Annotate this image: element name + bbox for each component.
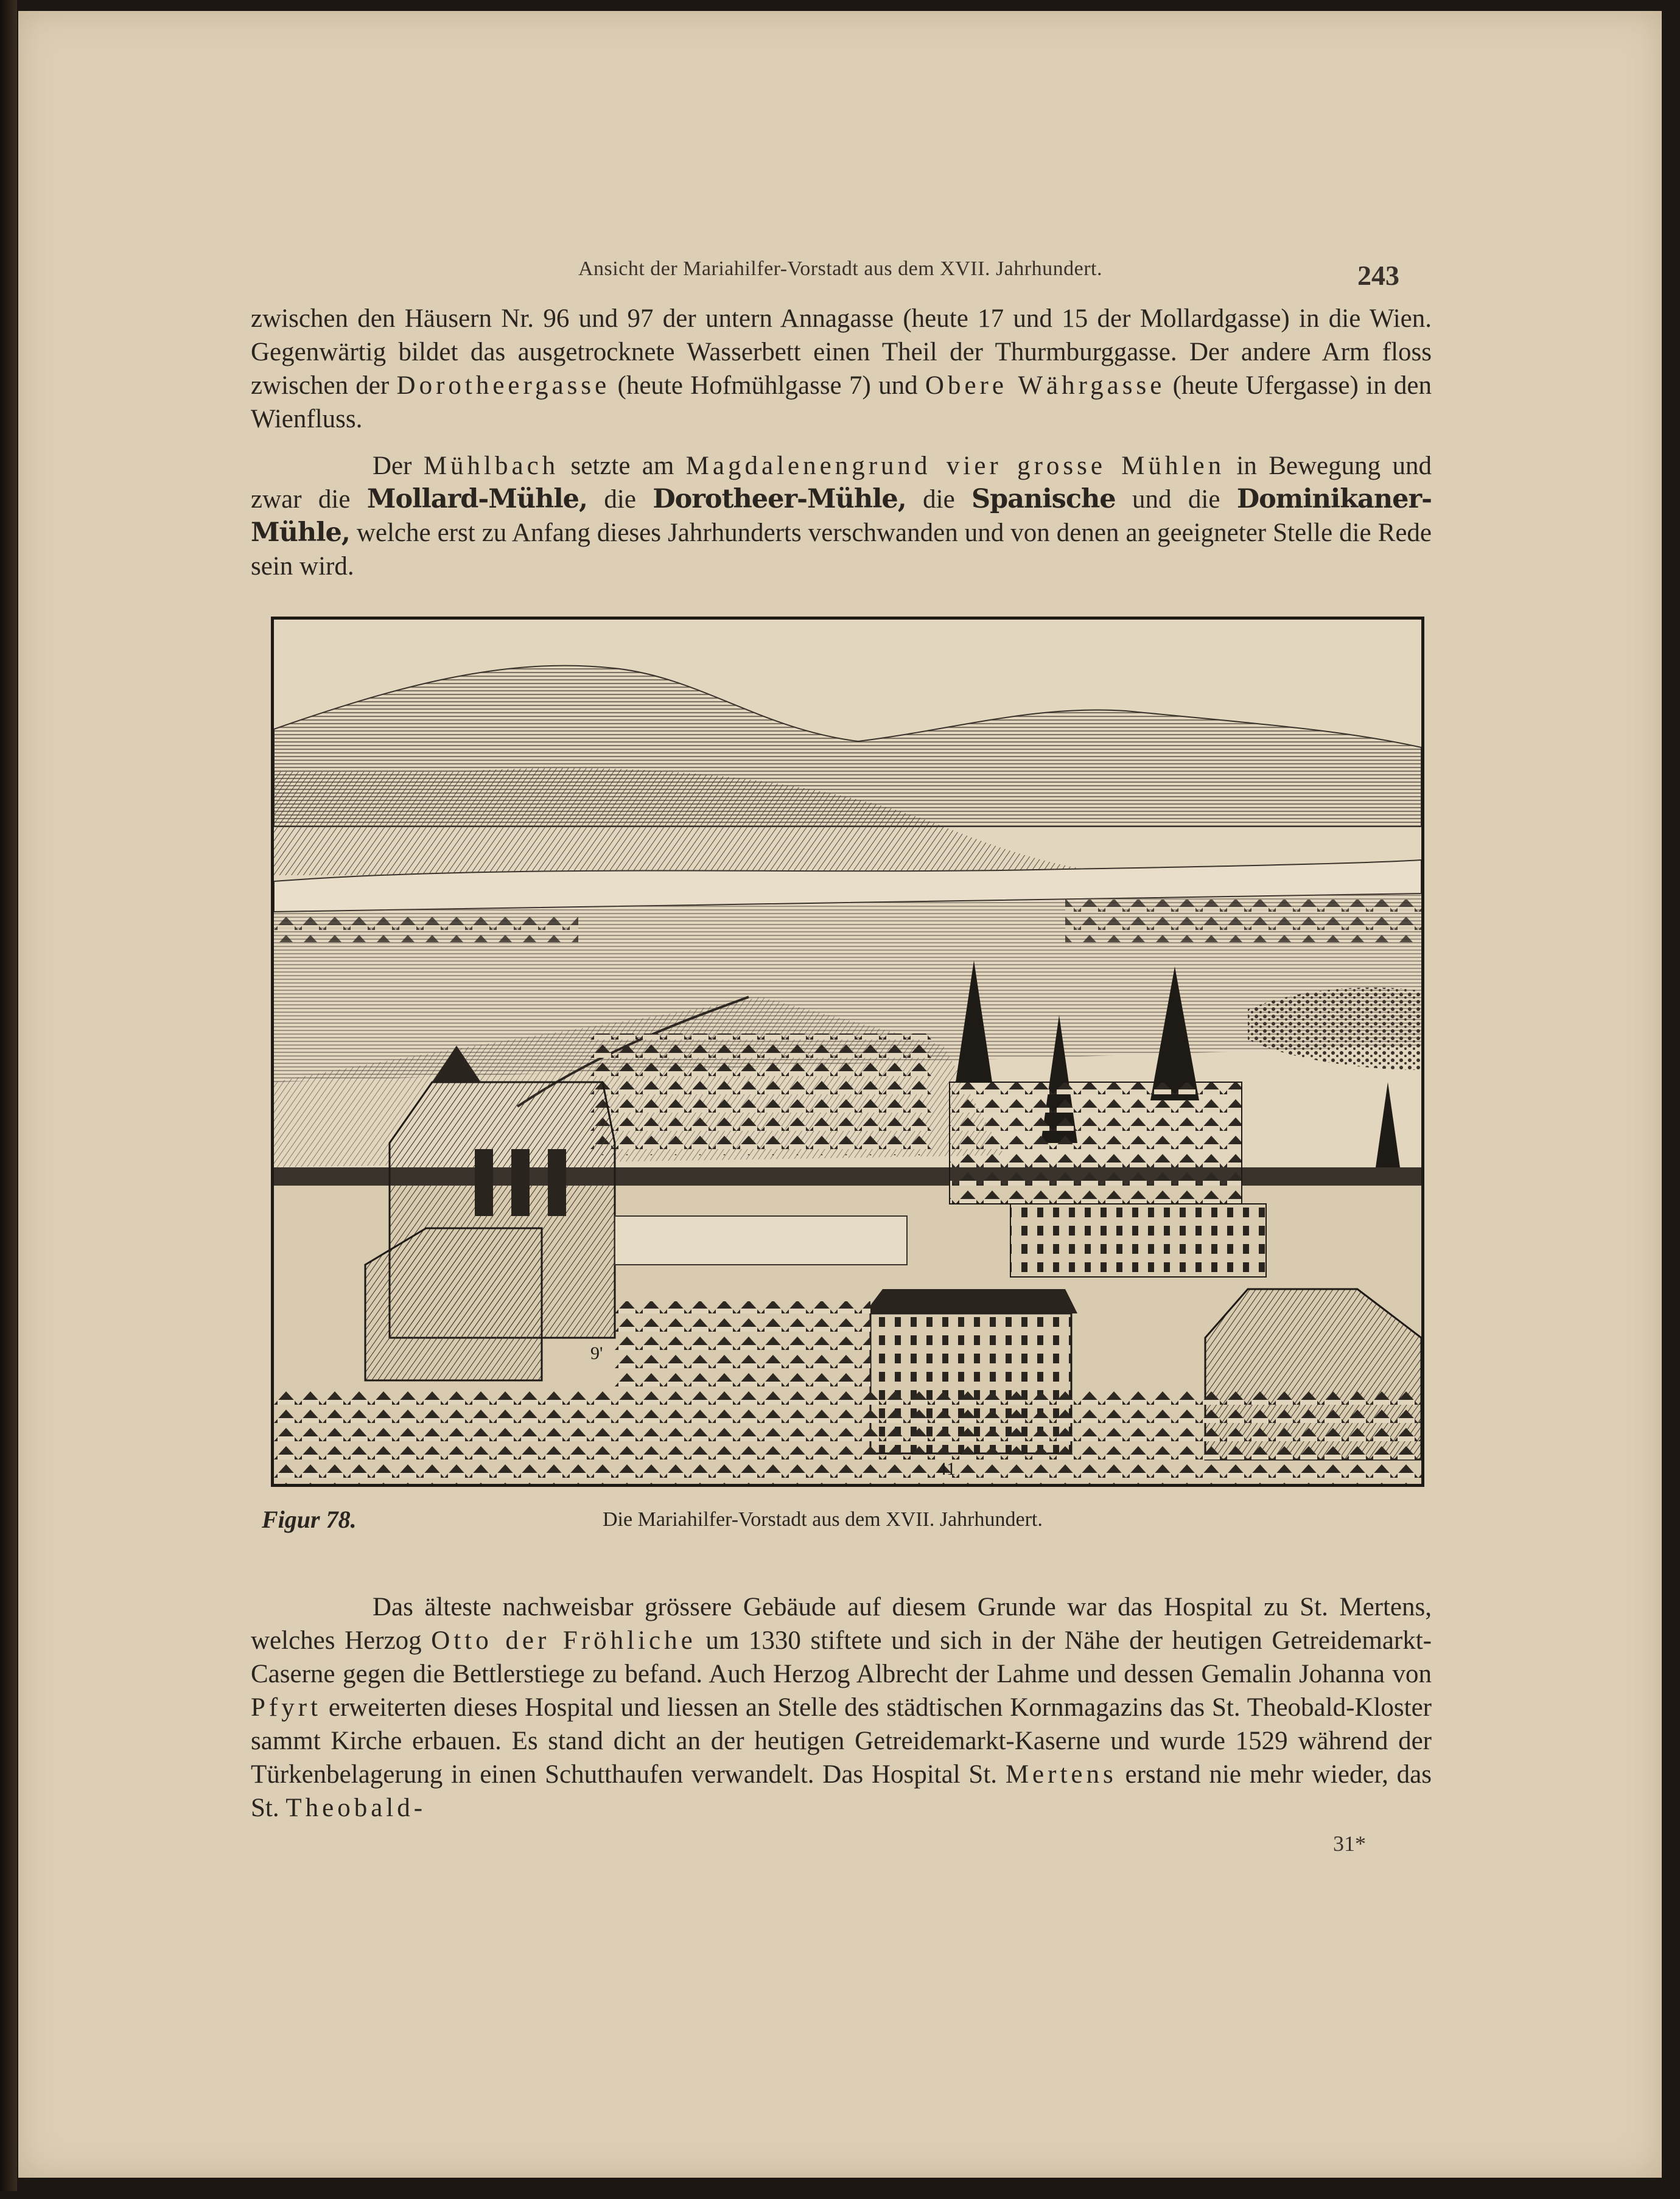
book-spine — [0, 0, 17, 2191]
engraving-mark-9: 9' — [590, 1343, 603, 1363]
spaced-phrase: Magdalenengrund vier grosse Mühlen — [685, 452, 1225, 480]
spaced-name-dorotheergasse: Dorotheergasse — [396, 371, 611, 400]
text-run: erstand nie mehr wieder, das St. — [251, 1760, 1432, 1822]
text-run: (heute Hofmühlgasse 7) und — [610, 371, 925, 400]
text-run: welche erst zu Anfang dieses Jahrhunderts verschwanden und von denen an geeigneter Stelle die Rede sein wird. — [251, 519, 1432, 581]
text-run: Der — [373, 452, 424, 480]
foreground-roofs — [274, 1386, 1421, 1484]
figure-label: Figur 78. — [262, 1506, 357, 1533]
page-number: 243 — [1357, 260, 1399, 291]
book-page — [18, 11, 1662, 2178]
text-run: die — [587, 485, 653, 514]
courtyard — [615, 1216, 907, 1265]
spaced-name-theobald: Theobald- — [285, 1794, 427, 1822]
village-left — [274, 912, 578, 942]
central-roof — [864, 1289, 1077, 1313]
blackletter-dominikaner-muehle: Dominikaner-Mühle, — [251, 484, 1432, 548]
running-title: Ansicht der Mariahilfer-Vorstadt aus dem XVII. Jahrhundert. — [578, 257, 1102, 280]
middle-roofs — [615, 1301, 870, 1393]
paragraph-1 — [251, 302, 1432, 436]
spaced-name-mertens: Mertens — [1005, 1760, 1117, 1789]
blackletter-spanische: Spanische — [971, 484, 1116, 514]
village-right — [1065, 900, 1421, 942]
spaced-name-pfyrt: Pfyrt — [251, 1693, 321, 1722]
engraving-figure — [271, 617, 1424, 1487]
street-houses — [590, 1033, 931, 1155]
text-run: erweiterten dieses Hospital und liessen an Stelle des städtischen Kornmagazins das St. Theobald-Kloster sammt Kirche erbauen. Es stand dicht an der heutigen Getreidemarkt-Kaserne und wurde 1529 während der Türkenbelagerung in einen Schutthaufen verwandelt. Das Hospital St. — [251, 1693, 1432, 1789]
spaced-name-otto: Otto der Fröhliche — [431, 1626, 696, 1655]
paragraph-3 — [251, 1590, 1432, 1825]
blackletter-dorotheer-muehle: Dorotheer-Mühle, — [653, 484, 906, 514]
church-window — [475, 1149, 493, 1216]
blackletter-mollard-muehle: Mollard-Mühle, — [366, 484, 588, 514]
monastery-facade — [1010, 1204, 1266, 1277]
text-run: zwischen den Häusern Nr. 96 und 97 der untern Annagasse (heute 17 und 15 der Mollardgasse) in die Wien. Gegenwärtig bildet das ausgetrocknete Wasserbett einen Theil der Thurmburggasse. Der andere Arm floss zwischen der — [251, 304, 1432, 400]
engraving-mark-41: 41 — [937, 1459, 956, 1479]
spaced-name-muehlbach: Mühlbach — [423, 452, 559, 480]
text-run: und die — [1115, 485, 1237, 514]
text-run: die — [906, 485, 972, 514]
engraving-illustration — [274, 620, 1421, 1484]
monastery-roofs — [950, 1082, 1242, 1204]
church-window — [548, 1149, 566, 1216]
church-window — [511, 1149, 530, 1216]
text-run: in Bewegung und zwar die — [251, 452, 1432, 514]
figure-caption: Die Mariahilfer-Vorstadt aus dem XVII. Jahrhundert. — [603, 1508, 1043, 1531]
text-run: (heute Ufergasse) in den Wienfluss. — [251, 371, 1432, 433]
text-run: Das älteste nachweisbar grössere Gebäude auf diesem Grunde war das Hospital zu St. Mertens, welches Herzog — [251, 1593, 1432, 1655]
signature-mark: 31* — [1333, 1831, 1366, 1856]
chapel-left — [365, 1228, 542, 1380]
text-run: um 1330 stiftete und sich in der Nähe der heutigen Getreidemarkt-Caserne gegen die Bettlerstiege zu befand. Auch Herzog Albrecht der Lahme und dessen Gemalin Johanna von — [251, 1626, 1432, 1688]
paragraph-2 — [251, 449, 1432, 583]
text-run: setzte am — [559, 452, 686, 480]
spaced-name-obere-waehrgasse: Obere Währgasse — [925, 371, 1166, 400]
